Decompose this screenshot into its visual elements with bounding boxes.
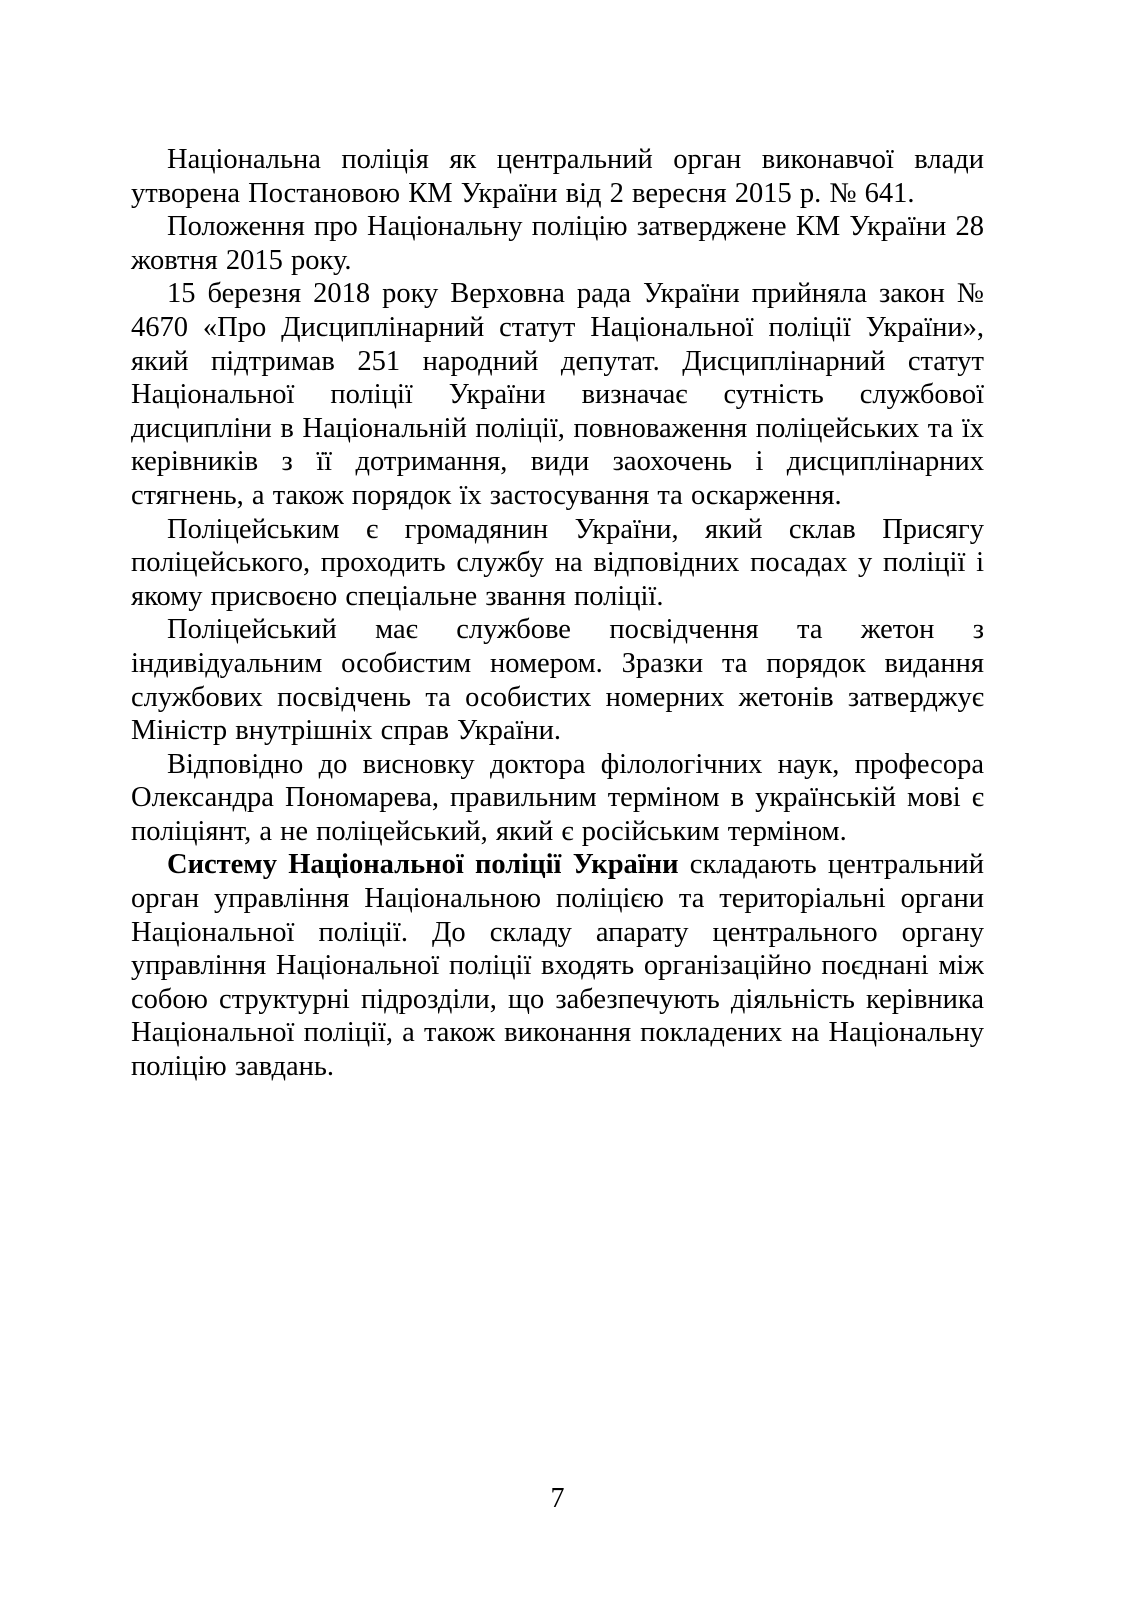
paragraph-4 <box>131 513 984 614</box>
paragraph-1 <box>131 143 984 210</box>
paragraph-7 <box>131 848 984 1083</box>
paragraph-3 <box>131 277 984 512</box>
paragraph-7-text: складають центральний орган управління Національною поліцією та територіальні органи Національної поліції. До складу апарату центрального органу управління Національної поліції входять організаційно поєднані між собою структурні підрозділи, що забезпечують діяльність керівника Національної поліції, а також виконання покладених на Національну поліцію завдань. <box>131 849 984 1083</box>
paragraph-2-text: Положення про Національну поліцію затверджене КМ України 28 жовтня 2015 року. <box>131 211 984 276</box>
paragraph-1-text: Національна поліція як центральний орган виконавчої влади утворена Постановою КМ України від 2 вересня 2015 р. № 641. <box>131 144 984 209</box>
paragraph-4-text: Поліцейським є громадянин України, який склав Присягу поліцейського, проходить службу на відповідних посадах у поліції і якому присвоєно спеціальне звання поліції. <box>131 513 984 612</box>
text-block <box>131 143 984 1084</box>
paragraph-7-bold-lead: Систему Національної поліції України <box>167 849 679 881</box>
paragraph-2 <box>131 210 984 277</box>
paragraph-6-text: Відповідно до висновку доктора філологічних наук, професора Олександра Пономарева, правильним терміном в українській мові є поліціянт, а не поліцейський, який є російським терміном. <box>131 748 984 847</box>
paragraph-3-text: 15 березня 2018 року Верховна рада України прийняла закон № 4670 «Про Дисциплінарний статут Національної поліції України», який підтримав 251 народний депутат. Дисциплінарний статут Національної поліції України визначає сутність службової дисципліни в Національній поліції, повноваження поліцейських та їх керівників з її дотримання, види заохочень і дисциплінарних стягнень, а також порядок їх застосування та оскарження. <box>131 278 984 511</box>
page-number: 7 <box>550 1483 565 1514</box>
paragraph-6 <box>131 748 984 849</box>
paragraph-5 <box>131 613 984 747</box>
paragraph-5-text: Поліцейський має службове посвідчення та жетон з індивідуальним особистим номером. Зразки та порядок видання службових посвідчень та особистих номерних жетонів затверджує Міністр внутрішніх справ України. <box>131 614 984 747</box>
